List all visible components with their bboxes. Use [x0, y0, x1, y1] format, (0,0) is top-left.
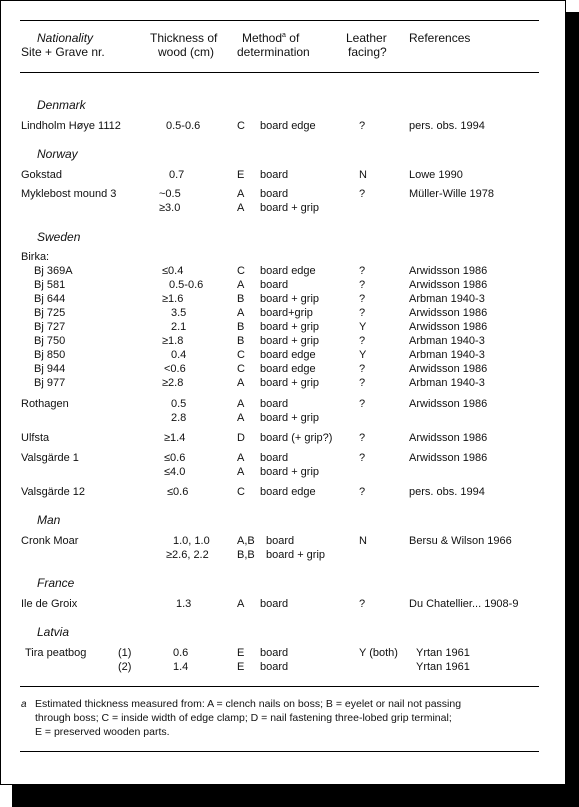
method-groix: board	[260, 598, 289, 610]
header-thickness: Thickness of	[150, 31, 218, 45]
code-rothagen-1: A	[237, 398, 245, 410]
ref-gokstad: Lowe 1990	[409, 169, 463, 181]
footnote-mark: a	[21, 699, 27, 710]
leather-bj-944: ?	[359, 363, 366, 375]
ref-bj-727: Arwidsson 1986	[409, 321, 488, 333]
site-bj-850: Bj 850	[34, 349, 66, 361]
thick-bj-725: 3.5	[171, 307, 187, 319]
method-bj-644: board + grip	[260, 293, 320, 305]
code-cronk-2: B,B	[237, 549, 255, 561]
top-rule	[20, 20, 539, 21]
ref-tira-2: Yrtan 1961	[416, 661, 470, 673]
thickness-rothagen-2: 2.8	[171, 412, 187, 424]
method-bj-581: board	[260, 279, 289, 291]
section-france: France	[37, 576, 75, 590]
method-rothagen-1: board	[260, 398, 289, 410]
ref-bj-581: Arwidsson 1986	[409, 279, 488, 291]
birka-label: Birka:	[21, 251, 50, 263]
code-myklebost-2: A	[237, 202, 245, 214]
code-ulfsta: D	[237, 432, 245, 444]
section-sweden: Sweden	[37, 230, 81, 244]
thick-bj-977: ≥2.8	[162, 377, 184, 389]
page-shadow-bottom	[12, 785, 579, 807]
leather-lindholm: ?	[359, 120, 366, 132]
site-bj-727: Bj 727	[34, 321, 66, 333]
ref-bj-644: Arbman 1940-3	[409, 293, 485, 305]
thickness-tira-2: 1.4	[173, 661, 189, 673]
footnote-line-3: E = preserved wooden parts.	[35, 726, 170, 738]
leather-valsgarde-12: ?	[359, 486, 366, 498]
code-myklebost-1: A	[237, 188, 245, 200]
code-valsgarde-1a: A	[237, 452, 245, 464]
code-bj-725: A	[237, 307, 245, 319]
method-bj-727: board + grip	[260, 321, 320, 333]
bottom-rule	[20, 751, 539, 752]
thickness-valsgarde-12: ≤0.6	[167, 486, 189, 498]
ref-bj-750: Arbman 1940-3	[409, 335, 485, 347]
method-lindholm: board edge	[260, 120, 316, 132]
method-tira-2: board	[260, 661, 289, 673]
leather-bj-725: ?	[359, 307, 366, 319]
header-references: References	[409, 31, 471, 45]
leather-gokstad: N	[359, 169, 367, 181]
ref-bj-977: Arbman 1940-3	[409, 377, 485, 389]
thick-bj-727: 2.1	[171, 321, 187, 333]
method-rothagen-2: board + grip	[260, 412, 320, 424]
site-lindholm: Lindholm Høye 1112	[21, 120, 121, 132]
num-tira-1: (1)	[118, 647, 132, 659]
site-myklebost: Myklebost mound 3	[21, 188, 117, 200]
ref-bj-369a: Arwidsson 1986	[409, 265, 488, 277]
code-bj-727: B	[237, 321, 245, 333]
thick-bj-944: <0.6	[164, 363, 186, 375]
header-determination: determination	[237, 45, 310, 59]
leather-bj-727: Y	[359, 321, 367, 333]
site-rothagen: Rothagen	[21, 398, 69, 410]
ref-valsgarde-1: Arwidsson 1986	[409, 452, 488, 464]
thick-bj-581: 0.5-0.6	[169, 279, 204, 291]
section-norway: Norway	[37, 147, 78, 161]
method-myklebost-2: board + grip	[260, 202, 320, 214]
leather-bj-581: ?	[359, 279, 366, 291]
code-tira-1: E	[237, 647, 245, 659]
code-bj-750: B	[237, 335, 245, 347]
leather-rothagen: ?	[359, 398, 366, 410]
site-bj-644: Bj 644	[34, 293, 66, 305]
leather-bj-850: Y	[359, 349, 367, 361]
site-tira-peatbog: Tira peatbog	[25, 647, 87, 659]
leather-bj-369a: ?	[359, 265, 366, 277]
thick-bj-750: ≥1.8	[162, 335, 184, 347]
method-bj-750: board + grip	[260, 335, 320, 347]
site-bj-977: Bj 977	[34, 377, 66, 389]
header-facing: facing?	[348, 45, 387, 59]
site-ile-de-groix: Ile de Groix	[21, 598, 78, 610]
site-gokstad: Gokstad	[21, 169, 62, 181]
code-gokstad: E	[237, 169, 245, 181]
thickness-cronk-1: 1.0, 1.0	[173, 535, 210, 547]
site-valsgarde-12: Valsgärde 12	[21, 486, 86, 498]
code-cronk-1: A,B	[237, 535, 255, 547]
method-valsgarde-12: board edge	[260, 486, 316, 498]
method-bj-944: board edge	[260, 363, 316, 375]
thickness-valsgarde-1b: ≤4.0	[164, 466, 186, 478]
code-bj-644: B	[237, 293, 245, 305]
thick-bj-369a: ≤0.4	[162, 265, 184, 277]
section-denmark: Denmark	[37, 98, 86, 112]
leather-groix: ?	[359, 598, 366, 610]
site-bj-725: Bj 725	[34, 307, 66, 319]
thickness-rothagen-1: 0.5	[171, 398, 187, 410]
ref-bj-725: Arwidsson 1986	[409, 307, 488, 319]
method-bj-725: board+grip	[260, 307, 313, 319]
thickness-ulfsta: ≥1.4	[164, 432, 186, 444]
method-cronk-2: board + grip	[266, 549, 326, 561]
method-tira-1: board	[260, 647, 289, 659]
ref-ulfsta: Arwidsson 1986	[409, 432, 488, 444]
method-valsgarde-1b: board + grip	[260, 466, 320, 478]
ref-groix: Du Chatellier... 1908-9	[409, 598, 519, 610]
footnote-line-2: through boss; C = inside width of edge clamp; D = nail fastening three-lobed grip terminal;	[35, 712, 452, 724]
method-gokstad: board	[260, 169, 289, 181]
ref-bj-850: Arbman 1940-3	[409, 349, 485, 361]
method-cronk-1: board	[266, 535, 295, 547]
method-bj-850: board edge	[260, 349, 316, 361]
thickness-lindholm: 0.5-0.6	[166, 120, 201, 132]
header-wood-cm: wood (cm)	[158, 45, 215, 59]
code-bj-369a: C	[237, 265, 245, 277]
leather-bj-750: ?	[359, 335, 366, 347]
thickness-tira-1: 0.6	[173, 647, 189, 659]
site-bj-750: Bj 750	[34, 335, 66, 347]
thick-bj-644: ≥1.6	[162, 293, 184, 305]
code-tira-2: E	[237, 661, 245, 673]
code-lindholm: C	[237, 120, 245, 132]
code-rothagen-2: A	[237, 412, 245, 424]
code-bj-977: A	[237, 377, 245, 389]
method-bj-977: board + grip	[260, 377, 320, 389]
leather-ulfsta: ?	[359, 432, 366, 444]
leather-cronk: N	[359, 535, 367, 547]
site-bj-369a: Bj 369A	[34, 265, 73, 277]
method-ulfsta: board (+ grip?)	[260, 432, 333, 444]
ref-bj-944: Arwidsson 1986	[409, 363, 488, 375]
header-rule	[20, 72, 539, 73]
leather-valsgarde-1: ?	[359, 452, 366, 464]
site-cronk-moar: Cronk Moar	[21, 535, 79, 547]
thickness-myklebost-1: ~0.5	[159, 188, 181, 200]
site-bj-944: Bj 944	[34, 363, 66, 375]
section-latvia: Latvia	[37, 625, 70, 639]
site-bj-581: Bj 581	[34, 279, 66, 291]
footnote-line-1: Estimated thickness measured from: A = clench nails on boss; B = eyelet or nail not passing	[35, 698, 462, 710]
ref-lindholm: pers. obs. 1994	[409, 120, 485, 132]
method-valsgarde-1a: board	[260, 452, 289, 464]
ref-myklebost: Müller-Wille 1978	[409, 188, 494, 200]
code-valsgarde-12: C	[237, 486, 245, 498]
code-groix: A	[237, 598, 245, 610]
thickness-cronk-2: ≥2.6, 2.2	[166, 549, 209, 561]
code-bj-944: C	[237, 363, 245, 375]
code-valsgarde-1b: A	[237, 466, 245, 478]
leather-myklebost: ?	[359, 188, 366, 200]
header-leather: Leather	[346, 31, 387, 45]
thick-bj-850: 0.4	[171, 349, 187, 361]
section-man: Man	[37, 513, 61, 527]
header-nationality: Nationality	[37, 31, 94, 45]
header-method: Method$^a$ of	[242, 31, 300, 45]
footnote-rule	[20, 686, 539, 687]
num-tira-2: (2)	[118, 661, 132, 673]
ref-valsgarde-12: pers. obs. 1994	[409, 486, 485, 498]
page-shadow-right	[566, 12, 579, 807]
leather-bj-644: ?	[359, 293, 366, 305]
method-bj-369a: board edge	[260, 265, 316, 277]
thickness-valsgarde-1a: ≤0.6	[164, 452, 186, 464]
ref-rothagen: Arwidsson 1986	[409, 398, 488, 410]
method-myklebost-1: board	[260, 188, 289, 200]
header-site-grave: Site + Grave nr.	[21, 45, 105, 59]
code-bj-581: A	[237, 279, 245, 291]
leather-bj-977: ?	[359, 377, 366, 389]
ref-cronk: Bersu & Wilson 1966	[409, 535, 512, 547]
site-ulfsta: Ulfsta	[21, 432, 50, 444]
site-valsgarde-1: Valsgärde 1	[21, 452, 79, 464]
thickness-myklebost-2: ≥3.0	[159, 202, 181, 214]
code-bj-850: C	[237, 349, 245, 361]
ref-tira-1: Yrtan 1961	[416, 647, 470, 659]
leather-tira: Y (both)	[359, 647, 398, 659]
thickness-groix: 1.3	[176, 598, 192, 610]
thickness-gokstad: 0.7	[169, 169, 185, 181]
